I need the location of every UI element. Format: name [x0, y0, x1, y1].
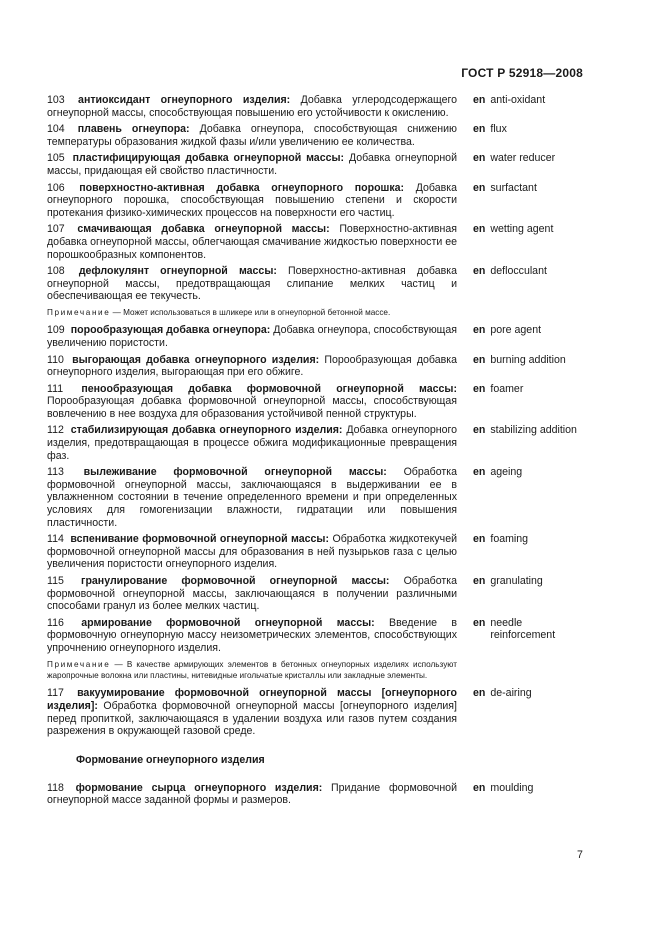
note-1-prefix: Примечание — [47, 307, 111, 317]
term-number: 112 — [47, 424, 64, 437]
english-equivalent — [473, 575, 581, 613]
standard-header: ГОСТ Р 52918—2008 — [461, 66, 583, 80]
english-term: pore agent — [490, 324, 542, 337]
term-entry — [47, 575, 597, 613]
english-equivalent — [473, 424, 581, 462]
term-text — [47, 782, 457, 807]
term-number: 104 — [47, 123, 65, 136]
entries-group-c — [47, 687, 597, 737]
term-name: пенообразующая добавка формовочной огнеупорной массы: — [81, 382, 457, 395]
term-text — [47, 223, 457, 261]
term-definition: Добавка углеродсодержащего огнеупорной массы, способствующая повышению его устойчивости к окислению. — [47, 94, 457, 119]
term-definition: Поверхностно-активная добавка огнеупорной массы, облегчающая смачивание жидкостью поверхности ее порошкообразных компонентов. — [47, 223, 457, 261]
term-number: 111 — [47, 382, 64, 395]
language-tag: en — [473, 353, 486, 366]
term-definition: Обработка жидкотекучей формовочной огнеупорной массы для образования в ней пузырьков газа с целью увеличения пористости огнеупорного изделия. — [47, 533, 458, 571]
language-tag: en — [473, 94, 486, 106]
english-equivalent — [473, 223, 581, 261]
term-text — [47, 575, 457, 613]
entries-group-d — [47, 782, 597, 807]
english-term: water reducer — [490, 152, 556, 165]
term-entry — [47, 324, 597, 349]
english-equivalent — [473, 782, 581, 807]
term-text — [47, 324, 457, 349]
language-tag: en — [473, 181, 486, 194]
term-entry — [47, 466, 597, 529]
language-tag: en — [473, 575, 486, 587]
term-name: антиоксидант огнеупорного изделия: — [78, 94, 291, 106]
term-name: порообразующая добавка огнеупора: — [70, 324, 271, 337]
term-name: формование сырца огнеупорного изделия: — [75, 781, 323, 794]
english-equivalent — [473, 123, 581, 148]
term-entry — [47, 687, 597, 737]
english-equivalent — [473, 324, 581, 349]
term-number: 116 — [47, 616, 64, 629]
entries-group-b — [47, 324, 597, 654]
term-number: 115 — [47, 575, 64, 587]
english-equivalent — [473, 687, 581, 737]
english-term: foamer — [490, 382, 524, 395]
term-text — [47, 123, 457, 148]
term-definition: Порообразующая добавка формовочной огнеупорной массы, способствующая вовлечению в нее воздуха для образования устойчивой пенной структуры. — [47, 395, 457, 420]
term-definition: Добавка огнеупорной массы, придающая ей свойство пластичности. — [47, 152, 457, 177]
language-tag: en — [473, 265, 486, 278]
english-equivalent — [473, 383, 581, 421]
english-term: foaming — [490, 533, 529, 546]
note-2-prefix: Примечание — [47, 659, 111, 669]
english-equivalent — [473, 94, 581, 119]
term-text — [47, 152, 457, 177]
term-text — [47, 265, 457, 303]
english-equivalent — [473, 466, 581, 529]
note-2 — [47, 659, 457, 682]
english-equivalent — [473, 354, 581, 379]
term-number: 114 — [47, 533, 64, 546]
language-tag: en — [473, 533, 486, 546]
term-definition: Порообразующая добавка огнеупорного изделия, выгорающая при его обжиге. — [47, 353, 457, 379]
term-text — [47, 94, 457, 119]
term-entry — [47, 383, 597, 421]
term-name: поверхностно-активная добавка огнеупорного порошка: — [79, 181, 405, 194]
english-equivalent — [473, 152, 581, 177]
english-term: needle reinforcement — [490, 616, 556, 642]
term-number: 113 — [47, 466, 64, 479]
term-definition: Добавка огнеупора, способствующая увеличению пористости. — [47, 324, 457, 349]
language-tag: en — [473, 123, 486, 136]
term-definition: Обработка формовочной огнеупорной массы [огнеупорного изделия] перед пропиткой, заключающаяся в удалении воздуха или газов путем создания разрежения в окружающей газовой среде. — [47, 699, 457, 738]
language-tag: en — [473, 687, 486, 700]
english-term: stabilizing addition — [490, 424, 577, 437]
term-entry — [47, 123, 597, 148]
term-definition: Обработка формовочной огнеупорной массы, заключающаяся в получении различными способами гранул из более мелких частиц. — [47, 575, 457, 613]
english-term: moulding — [490, 781, 534, 794]
term-name: дефлокулянт огнеупорной массы: — [78, 265, 277, 278]
term-number: 106 — [47, 181, 65, 194]
term-number: 117 — [47, 687, 64, 700]
language-tag: en — [473, 152, 486, 165]
english-term: surfactant — [490, 181, 537, 194]
term-text — [47, 182, 457, 220]
language-tag: en — [473, 466, 486, 479]
language-tag: en — [473, 616, 486, 629]
english-term: de-airing — [490, 687, 532, 700]
english-term: anti-oxidant — [490, 94, 546, 106]
term-definition: Обработка формовочной огнеупорной массы, заключающаяся в выдерживании ее в увлажненном состоянии в течение определенного времени и при определенных условиях для гомогенизации влажности, гидратации или повышения пластичности. — [47, 466, 457, 529]
term-entry — [47, 424, 597, 462]
english-equivalent — [473, 533, 581, 571]
section-heading: Формование огнеупорного изделия — [76, 753, 265, 766]
term-name: выгорающая добавка огнеупорного изделия: — [72, 353, 320, 366]
term-name: пластифицирующая добавка огнеупорной массы: — [72, 152, 345, 165]
term-number: 118 — [47, 781, 64, 794]
english-term: burning addition — [490, 353, 566, 366]
note-1 — [47, 307, 457, 318]
term-entry — [47, 354, 597, 379]
term-definition: Поверхностно-активная добавка огнеупорной массы, предотвращающая слипание мелких частиц и обеспечивающая ее текучесть. — [47, 265, 457, 303]
english-term: wetting agent — [490, 223, 554, 236]
term-definition: Придание формовочной огнеупорной массе заданной формы и размеров. — [47, 781, 457, 807]
term-entry — [47, 223, 597, 261]
language-tag: en — [473, 781, 486, 794]
term-entry — [47, 94, 597, 119]
term-definition: Добавка огнеупора, способствующая снижению температуры образования жидкой фазы и/или увеличению ее количества. — [47, 123, 458, 148]
term-number: 108 — [47, 265, 65, 278]
english-term: ageing — [490, 466, 523, 479]
term-definition: Введение в формовочную огнеупорную массу неизометрических элементов, способствующих упрочнению огнеупорного изделия. — [47, 616, 457, 654]
term-entry — [47, 152, 597, 177]
term-name: плавень огнеупора: — [77, 123, 190, 136]
term-text — [47, 687, 457, 737]
english-equivalent — [473, 617, 581, 655]
english-term: granulating — [490, 575, 543, 587]
english-equivalent — [473, 265, 581, 303]
language-tag: en — [473, 324, 486, 337]
entries-group-a — [47, 94, 597, 303]
term-entry — [47, 533, 597, 571]
term-text — [47, 383, 457, 421]
english-term: deflocculant — [490, 265, 547, 278]
term-entry — [47, 617, 597, 655]
term-name: армирование формовочной огнеупорной массы: — [81, 616, 375, 629]
language-tag: en — [473, 223, 486, 236]
term-name: стабилизирующая добавка огнеупорного изделия: — [70, 424, 343, 437]
term-name: смачивающая добавка огнеупорной массы: — [77, 223, 330, 236]
term-text — [47, 354, 457, 379]
term-name: вакуумирование формовочной огнеупорной массы [огнеупорного изделия]: — [47, 687, 457, 712]
term-name: вылеживание формовочной огнеупорной массы: — [83, 466, 387, 479]
language-tag: en — [473, 382, 486, 395]
note-1-text: — Может использоваться в шликере или в огнеупорной бетонной массе. — [112, 307, 391, 317]
term-number: 109 — [47, 324, 65, 337]
document-body — [47, 94, 597, 811]
english-term: flux — [490, 123, 507, 136]
term-number: 107 — [47, 223, 65, 236]
term-number: 105 — [47, 152, 65, 165]
term-text — [47, 617, 457, 655]
term-number: 103 — [47, 94, 65, 106]
term-definition: Добавка огнеупорного изделия, предотвращающая в процессе обжига модификационные превращения фаз. — [47, 424, 457, 462]
term-text — [47, 424, 457, 462]
term-text — [47, 533, 457, 571]
english-equivalent — [473, 182, 581, 220]
term-entry — [47, 782, 597, 807]
term-number: 110 — [47, 353, 64, 366]
term-definition: Добавка огнеупорного порошка, способствующая повышению степени и скорости протекания физико-химических процессов на поверхности его частиц. — [47, 181, 457, 219]
page-number: 7 — [577, 849, 583, 861]
term-text — [47, 466, 457, 529]
term-entry — [47, 265, 597, 303]
term-entry — [47, 182, 597, 220]
term-name: вспенивание формовочной огнеупорной массы: — [70, 533, 330, 546]
term-name: гранулирование формовочной огнеупорной массы: — [81, 575, 390, 587]
note-2-text: — В качестве армирующих элементов в бетонных огнеупорных изделиях используют жаропрочные волокна или пластины, нитевидные игольчатые кристаллы или закладные элементы. — [47, 659, 457, 680]
language-tag: en — [473, 424, 486, 437]
